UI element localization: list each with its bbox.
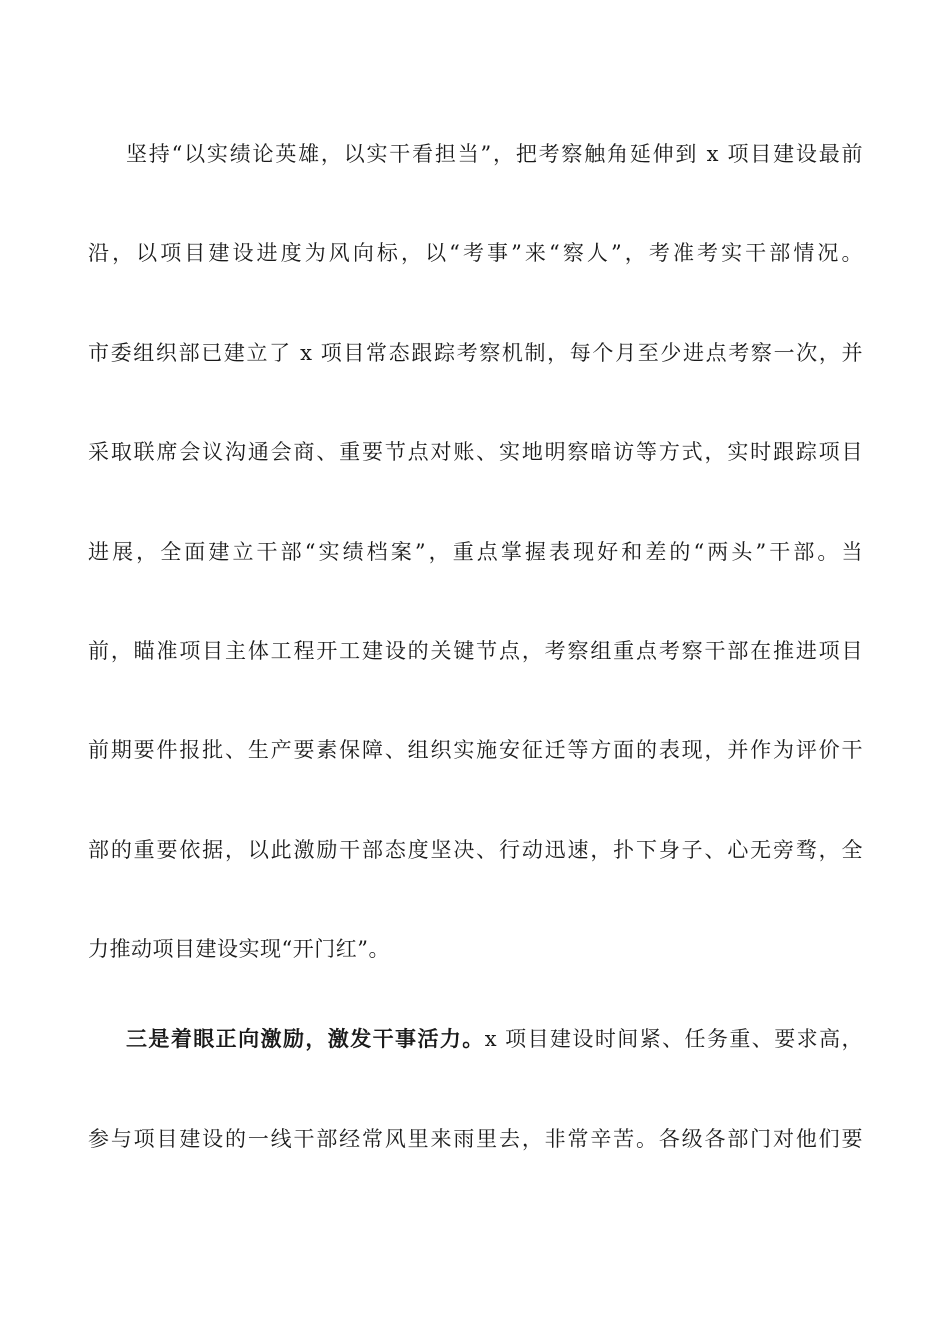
paragraph-line: 部的重要依据，以此激励干部态度坚决、行动迅速，扑下身子、心无旁骛，全 (88, 838, 863, 862)
paragraph-line: 参与项目建设的一线干部经常风里来雨里去，非常辛苦。各级各部门对他们要 (88, 1127, 863, 1151)
paragraph-line: 前，瞄准项目主体工程开工建设的关键节点，考察组重点考察干部在推进项目 (88, 639, 863, 663)
paragraph-line: 采取联席会议沟通会商、重要节点对账、实地明察暗访等方式，实时跟踪项目 (88, 440, 863, 464)
section-three-text: x 项目建设时间紧、任务重、要求高， (484, 1027, 863, 1051)
paragraph-line: 力推动项目建设实现“开门红”。 (88, 937, 390, 961)
paragraph-line: 坚持“以实绩论英雄，以实干看担当”，把考察触角延伸到 x 项目建设最前 (126, 142, 863, 166)
paragraph-line: 沿，以项目建设进度为风向标，以“考事”来“察人”，考准考实干部情况。 (88, 241, 863, 265)
section-three-heading: 三是着眼正向激励，激发干事活力。 (126, 1026, 485, 1051)
section-three-first-line (126, 1024, 863, 1054)
paragraph-line: 市委组织部已建立了 x 项目常态跟踪考察机制，每个月至少进点考察一次，并 (88, 341, 863, 365)
paragraph-line: 前期要件报批、生产要素保障、组织实施安征迁等方面的表现，并作为评价干 (88, 738, 863, 762)
paragraph-line: 进展，全面建立干部“实绩档案”，重点掌握表现好和差的“两头”干部。当 (88, 540, 863, 564)
